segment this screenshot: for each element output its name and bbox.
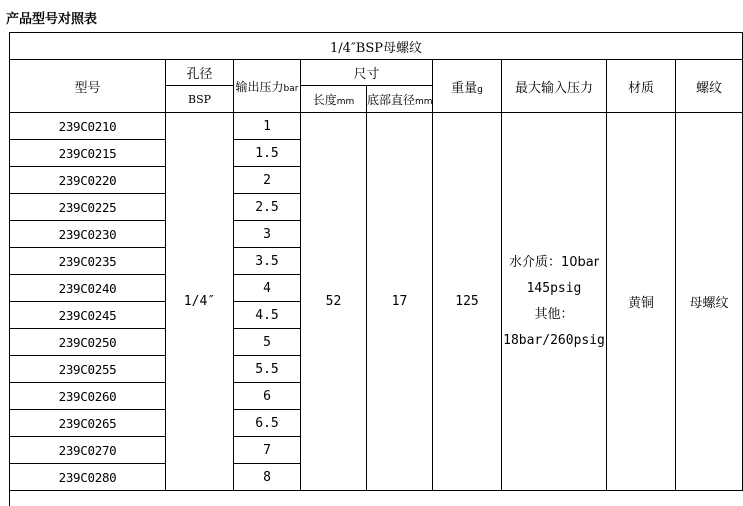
header-output-pressure-label: 输出压力 <box>235 79 284 94</box>
header-model: 型号 <box>10 60 166 113</box>
cell-weight: 125 <box>433 113 502 491</box>
cell-model: 239C0265 <box>10 410 166 437</box>
cell-model: 239C0215 <box>10 140 166 167</box>
header-hole-diameter: 孔径 <box>166 60 234 86</box>
max-input-pressure-line: 145psig <box>526 280 582 296</box>
cell-output-pressure: 1.5 <box>234 140 301 167</box>
cell-max-input-pressure <box>502 113 607 491</box>
cell-output-pressure: 8 <box>234 464 301 491</box>
table-border-tail <box>9 490 10 506</box>
header-length-label: 长度 <box>312 92 337 107</box>
header-base-diameter-label: 底部直径 <box>367 92 416 107</box>
header-output-pressure-unit: bar <box>283 83 299 94</box>
header-material: 材质 <box>607 60 676 113</box>
cell-model: 239C0220 <box>10 167 166 194</box>
max-input-pressure-line: 18bar/260psig <box>503 332 605 348</box>
cell-output-pressure: 4 <box>234 275 301 302</box>
page-title: 产品型号对照表 <box>6 12 98 27</box>
cell-output-pressure: 6.5 <box>234 410 301 437</box>
cell-output-pressure: 6 <box>234 383 301 410</box>
header-size: 尺寸 <box>301 60 433 86</box>
header-output-pressure <box>234 60 301 113</box>
cell-model: 239C0235 <box>10 248 166 275</box>
cell-material: 黄铜 <box>607 113 676 491</box>
cell-model: 239C0230 <box>10 221 166 248</box>
cell-output-pressure: 3 <box>234 221 301 248</box>
cell-model: 239C0270 <box>10 437 166 464</box>
cell-model: 239C0210 <box>10 113 166 140</box>
cell-length: 52 <box>301 113 367 491</box>
cell-output-pressure: 2.5 <box>234 194 301 221</box>
header-weight-unit: g <box>477 84 483 95</box>
cell-output-pressure: 5 <box>234 329 301 356</box>
product-model-table <box>9 32 743 491</box>
cell-output-pressure: 5.5 <box>234 356 301 383</box>
cell-model: 239C0280 <box>10 464 166 491</box>
cell-hole-diameter: 1/4″ <box>166 113 234 491</box>
header-weight-label: 重量 <box>451 80 478 96</box>
header-base-diameter-unit: mm <box>415 96 433 107</box>
header-thread: 螺纹 <box>676 60 743 113</box>
header-base-diameter <box>367 86 433 113</box>
table-title: 1/4″BSP母螺纹 <box>10 33 743 60</box>
header-length <box>301 86 367 113</box>
cell-model: 239C0240 <box>10 275 166 302</box>
cell-base-diameter: 17 <box>367 113 433 491</box>
header-hole-sub: BSP <box>166 86 234 113</box>
header-max-input-pressure: 最大输入压力 <box>502 60 607 113</box>
max-input-pressure-line: 其他： <box>534 306 574 322</box>
cell-output-pressure: 2 <box>234 167 301 194</box>
cell-output-pressure: 4.5 <box>234 302 301 329</box>
cell-output-pressure: 1 <box>234 113 301 140</box>
cell-output-pressure: 3.5 <box>234 248 301 275</box>
header-weight <box>433 60 502 113</box>
cell-model: 239C0250 <box>10 329 166 356</box>
cell-model: 239C0245 <box>10 302 166 329</box>
cell-model: 239C0225 <box>10 194 166 221</box>
cell-model: 239C0260 <box>10 383 166 410</box>
cell-output-pressure: 7 <box>234 437 301 464</box>
max-input-pressure-line: 水介质：10bar <box>508 254 600 270</box>
table-row <box>10 113 743 140</box>
header-length-unit: mm <box>336 96 355 107</box>
cell-thread: 母螺纹 <box>676 113 743 491</box>
cell-model: 239C0255 <box>10 356 166 383</box>
